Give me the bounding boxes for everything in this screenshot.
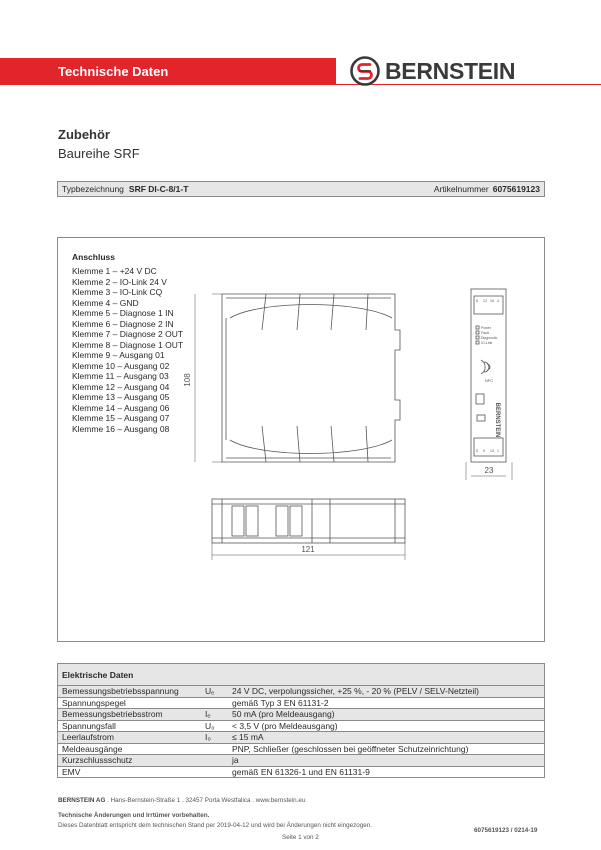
- led-label-iolink: IO-Link: [481, 341, 493, 345]
- param-name: Leerlaufstrom: [62, 732, 114, 743]
- footer-address: [58, 797, 305, 804]
- terminal-item: Klemme 16 – Ausgang 08: [72, 423, 170, 434]
- article-value: 6075619123: [492, 184, 540, 194]
- param-name: Bemessungsbetriebsspannung: [62, 686, 179, 697]
- param-value: 50 mA (pro Meldeausgang): [232, 709, 335, 720]
- terminal-top-number: 12: [483, 299, 487, 303]
- page-number: Seite 1 von 2: [282, 834, 319, 841]
- param-value: PNP, Schließer (geschlossen bei geöffneter Schutzeinrichtung): [232, 743, 469, 754]
- side-brand-label: BERNSTEIN: [494, 402, 500, 438]
- front-view: [195, 294, 400, 462]
- nfc-label: NFC: [484, 378, 494, 383]
- param-value: gemäß Typ 3 EN 61131-2: [232, 697, 329, 708]
- logo-text: BERNSTEIN: [385, 57, 516, 84]
- terminal-top-number: 8: [476, 299, 478, 303]
- dim-height-label: 108: [183, 373, 192, 387]
- param-value: ja: [232, 755, 239, 766]
- param-symbol: U₀: [205, 720, 215, 731]
- table-row: [58, 709, 544, 721]
- electrical-data-rows: [58, 686, 544, 778]
- terminal-bottom-number: 1: [497, 449, 499, 453]
- table-row: [58, 767, 544, 779]
- param-name: Spannungsfall: [62, 720, 116, 731]
- param-name: Kurzschlussschutz: [62, 755, 133, 766]
- terminal-item: Klemme 12 – Ausgang 04: [72, 381, 170, 392]
- footer-notice: Dieses Datenblatt entspricht dem technischen Stand per 2019-04-12 und wird bei Änderungen nicht eingezogen.: [58, 822, 372, 829]
- terminal-item: Klemme 3 – IO-Link CQ: [72, 287, 163, 297]
- table-row: [58, 698, 544, 710]
- terminal-bottom-number: 13: [490, 449, 494, 453]
- table-row: [58, 732, 544, 744]
- type-label: Typbezeichnung: [62, 184, 124, 194]
- param-value: ≤ 15 mA: [232, 732, 264, 743]
- terminal-bottom-number: 5: [476, 449, 478, 453]
- param-symbol: Iₑ: [205, 709, 211, 720]
- banner-title: Technische Daten: [58, 64, 169, 79]
- table-row: [58, 744, 544, 756]
- param-symbol: Uₑ: [205, 686, 215, 697]
- param-name: Spannungspegel: [62, 697, 126, 708]
- param-value: 24 V DC, verpolungssicher, +25 %, - 20 % (PELV / SELV-Netzteil): [232, 686, 480, 697]
- table-row: [58, 686, 544, 698]
- led-label-diagnostic: Diagnostic: [481, 336, 498, 340]
- terminal-item: Klemme 2 – IO-Link 24 V: [72, 276, 167, 287]
- terminal-item: Klemme 9 – Ausgang 01: [72, 350, 165, 360]
- terminal-item: Klemme 11 – Ausgang 03: [72, 371, 169, 381]
- table-row: [58, 721, 544, 733]
- document-reference: 6075619123 / 0214-19: [474, 827, 538, 834]
- terminal-item: Klemme 1 – +24 V DC: [72, 266, 157, 276]
- terminal-item: Klemme 7 – Diagnose 2 OUT: [72, 329, 184, 339]
- footer-notice-bold: Technische Änderungen und Irrtümer vorbehalten.: [58, 812, 210, 819]
- terminal-item: Klemme 13 – Ausgang 05: [72, 392, 170, 402]
- param-value: gemäß EN 61326-1 und EN 61131-9: [232, 766, 370, 777]
- footer-address-text: . Hans-Bernstein-Straße 1 . 32457 Porta Westfalica . www.bernstein.eu: [107, 797, 306, 804]
- terminal-item: Klemme 14 – Ausgang 06: [72, 402, 170, 413]
- param-name: Bemessungsbetriebsstrom: [62, 709, 163, 720]
- param-name: Meldeausgänge: [62, 743, 123, 754]
- terminal-item: Klemme 6 – Diagnose 2 IN: [72, 318, 174, 329]
- page-title: Zubehör: [58, 127, 110, 142]
- param-name: EMV: [62, 766, 81, 777]
- dim-side-label: 23: [484, 466, 494, 475]
- page-subtitle: Baureihe SRF: [58, 146, 140, 161]
- electrical-data-title: Elektrische Daten: [58, 664, 544, 686]
- article-label: Artikelnummer: [433, 184, 489, 194]
- anschluss-title: Anschluss: [72, 252, 115, 262]
- param-symbol: I₀: [205, 732, 211, 743]
- terminal-top-number: 4: [497, 299, 499, 303]
- terminal-item: Klemme 15 – Ausgang 07: [72, 413, 170, 423]
- side-view: [466, 289, 512, 480]
- terminal-bottom-number: 9: [483, 449, 485, 453]
- terminal-item: Klemme 10 – Ausgang 02: [72, 360, 170, 371]
- led-label-power: Power: [481, 326, 491, 330]
- terminal-item: Klemme 4 – GND: [72, 297, 139, 308]
- dim-length-label: 121: [301, 545, 315, 554]
- terminal-top-number: 16: [490, 299, 494, 303]
- footer-company: BERNSTEIN AG: [58, 797, 106, 804]
- electrical-data-table: [57, 663, 545, 778]
- table-row: [58, 755, 544, 767]
- terminal-item: Klemme 5 – Diagnose 1 IN: [72, 308, 174, 318]
- param-value: < 3,5 V (pro Meldeausgang): [232, 720, 338, 731]
- led-label-fault: Fault: [481, 331, 489, 335]
- terminal-item: Klemme 8 – Diagnose 1 OUT: [72, 339, 184, 350]
- type-value: SRF DI-C-8/1-T: [128, 184, 189, 194]
